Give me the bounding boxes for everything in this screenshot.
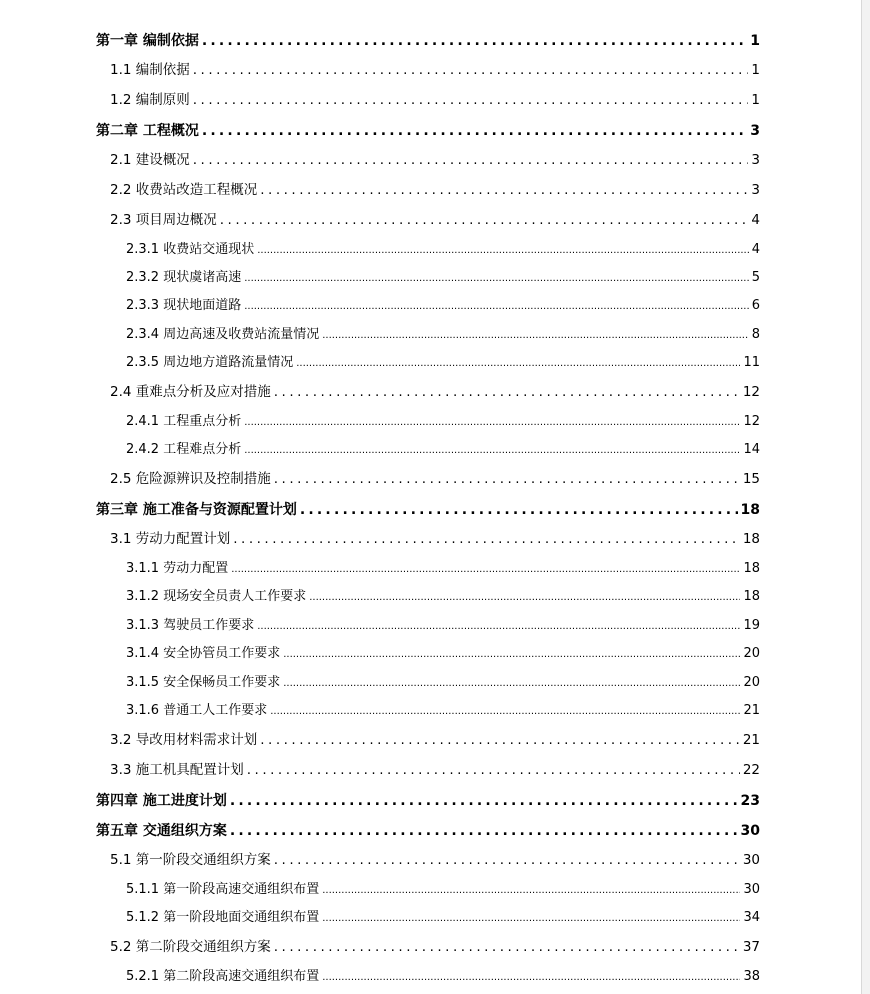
toc-page-number: 8 [751,327,760,342]
toc-leader [322,883,740,896]
toc-page-number: 11 [743,355,760,370]
toc-entry-2-5[interactable] [110,473,760,487]
toc-page-number: 18 [743,561,760,576]
toc-leader [220,214,749,228]
toc-page-number: 34 [743,910,760,925]
toc-label: 2.5 危险源辨识及控制措施 [110,471,271,487]
toc-page-number: 5 [751,270,760,285]
toc-label: 3.3 施工机具配置计划 [110,762,244,778]
toc-page-number: 1 [751,92,760,108]
toc-page-number: 4 [751,242,760,257]
toc-page-number: 14 [743,442,760,457]
toc-leader [260,184,748,198]
toc-leader [244,415,740,428]
toc-label: 2.2 收费站改造工程概况 [110,182,258,198]
toc-page-number: 22 [742,762,760,778]
toc-label: 2.3 项目周边概况 [110,212,217,228]
toc-leader [296,356,740,369]
toc-label: 2.4.2 工程难点分析 [126,442,242,457]
toc-entry-3-1-6[interactable] [126,704,760,717]
toc-page-number: 20 [743,646,760,661]
toc-label: 5.1 第一阶段交通组织方案 [110,852,271,868]
toc-leader [244,443,740,456]
toc-label: 3.1.1 劳动力配置 [126,561,229,576]
toc-leader [202,34,747,48]
toc-entry-1-2[interactable] [110,94,760,108]
toc-page-number: 1 [751,62,760,78]
toc-label: 3.1 劳动力配置计划 [110,531,231,547]
toc-entry-2-3-2[interactable] [126,271,760,284]
toc-entry-2-3-3[interactable] [126,299,760,312]
toc-label: 2.4.1 工程重点分析 [126,414,242,429]
toc-page-number: 30 [740,823,760,839]
toc-label: 第五章 交通组织方案 [96,823,227,839]
toc-page-number: 18 [743,589,760,604]
toc-label: 2.3.1 收费站交通现状 [126,242,255,257]
toc-entry-3-1-2[interactable] [126,590,760,603]
toc-label: 3.1.6 普通工人工作要求 [126,703,268,718]
toc-label: 3.1.5 安全保畅员工作要求 [126,675,281,690]
toc-entry-2-1[interactable] [110,154,760,168]
toc-leader [247,764,740,778]
toc-label: 第四章 施工进度计划 [96,793,227,809]
toc-label: 5.2.1 第二阶段高速交通组织布置 [126,969,320,984]
toc-leader [300,503,738,517]
toc-leader [260,734,740,748]
toc-page-number: 3 [750,123,760,139]
toc-leader [257,243,749,256]
toc-label: 3.1.2 现场安全员责人工作要求 [126,589,307,604]
toc-leader [230,794,738,808]
toc-leader [283,647,740,660]
toc-label: 2.4 重难点分析及应对措施 [110,384,271,400]
toc-label: 3.1.3 驾驶员工作要求 [126,618,255,633]
toc-leader [274,473,740,487]
toc-leader [274,386,740,400]
toc-entry-2-4-2[interactable] [126,443,760,456]
toc-label: 第二章 工程概况 [96,123,199,139]
toc-entry-2-3-5[interactable] [126,356,760,369]
toc-entry-5-2[interactable] [110,941,760,955]
toc-leader [244,271,749,284]
toc-leader [233,533,740,547]
toc-entry-3-1-3[interactable] [126,619,760,632]
page-edge [861,0,870,994]
toc-leader [274,941,740,955]
toc-entry-chapter-1[interactable] [96,34,760,48]
toc-entry-3-3[interactable] [110,764,760,778]
toc-page-number: 19 [743,618,760,633]
toc-entry-2-3-4[interactable] [126,328,760,341]
toc-page-number: 38 [743,969,760,984]
toc-label: 2.3.3 现状地面道路 [126,298,242,313]
toc-leader [202,124,747,138]
toc-page-number: 12 [743,414,760,429]
toc-label: 5.2 第二阶段交通组织方案 [110,939,271,955]
toc-leader [193,154,749,168]
toc-entry-5-2-1[interactable] [126,970,760,983]
toc-page-number: 21 [742,732,760,748]
toc-label: 3.2 导改用材料需求计划 [110,732,258,748]
toc-page-number: 37 [742,939,760,955]
toc-page-number: 23 [740,793,760,809]
toc-entry-2-3-1[interactable] [126,243,760,256]
toc-entry-1-1[interactable] [110,64,760,78]
toc-leader [193,64,749,78]
toc-label: 2.1 建设概况 [110,152,190,168]
toc-entry-2-2[interactable] [110,184,760,198]
toc-leader [231,562,740,575]
toc-page-number: 12 [742,384,760,400]
toc-entry-5-1-2[interactable] [126,911,760,924]
toc-page-number: 30 [742,852,760,868]
toc-entry-3-2[interactable] [110,734,760,748]
toc-entry-2-3[interactable] [110,214,760,228]
toc-entry-2-4-1[interactable] [126,415,760,428]
toc-leader [270,704,740,717]
toc-page-number: 4 [751,212,760,228]
toc-leader [193,94,749,108]
toc-entry-2-4[interactable] [110,386,760,400]
toc-page-number: 20 [743,675,760,690]
toc-label: 第三章 施工准备与资源配置计划 [96,502,297,518]
toc-leader [322,970,740,983]
toc-entry-3-1[interactable] [110,533,760,547]
toc-page-number: 6 [751,298,760,313]
toc-leader [322,911,740,924]
toc-leader [322,328,749,341]
toc-entry-3-1-4[interactable] [126,647,760,660]
toc-label: 第一章 编制依据 [96,33,199,49]
toc-page-number: 18 [740,502,760,518]
toc-entry-chapter-5[interactable] [96,824,760,838]
toc-page-number: 18 [742,531,760,547]
toc-page-number: 15 [742,471,760,487]
toc-entry-chapter-2[interactable] [96,124,760,138]
toc-entry-5-1[interactable] [110,854,760,868]
toc-page-number: 30 [743,882,760,897]
toc-label: 3.1.4 安全协管员工作要求 [126,646,281,661]
toc-entry-chapter-3[interactable] [96,503,760,517]
toc-entry-chapter-4[interactable] [96,794,760,808]
toc-label: 5.1.2 第一阶段地面交通组织布置 [126,910,320,925]
toc-leader [230,824,738,838]
toc-leader [274,854,740,868]
toc-leader [309,590,740,603]
toc-entry-5-1-1[interactable] [126,883,760,896]
toc-leader [283,676,740,689]
toc-label: 2.3.5 周边地方道路流量情况 [126,355,294,370]
toc-label: 2.3.4 周边高速及收费站流量情况 [126,327,320,342]
toc-page-number: 3 [751,152,760,168]
toc-label: 1.1 编制依据 [110,62,190,78]
toc-entry-3-1-5[interactable] [126,676,760,689]
toc-label: 1.2 编制原则 [110,92,190,108]
toc-leader [257,619,740,632]
toc-label: 2.3.2 现状虞诸高速 [126,270,242,285]
toc-entry-3-1-1[interactable] [126,562,760,575]
toc-page-number: 3 [751,182,760,198]
toc-page-number: 1 [750,33,760,49]
toc-label: 5.1.1 第一阶段高速交通组织布置 [126,882,320,897]
toc-leader [244,299,749,312]
toc-page-number: 21 [743,703,760,718]
